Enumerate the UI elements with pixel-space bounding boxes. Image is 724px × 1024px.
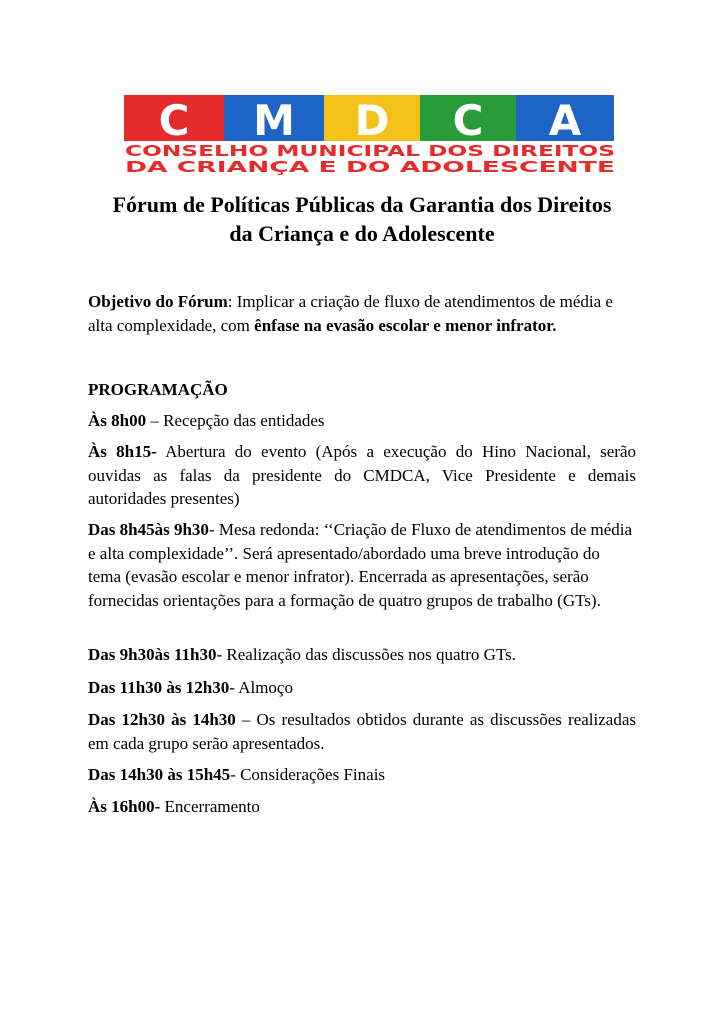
schedule-item (88, 763, 636, 787)
logo-letter-c2: C (452, 96, 484, 145)
schedule-time: Das 8h45às 9h30 (88, 520, 209, 539)
logo-line-1: CONSELHO MUNICIPAL DOS DIREITOS (125, 142, 615, 160)
schedule-text: - Mesa redonda: ‘‘Criação de Fluxo de atendimentos de média e alta complexidade’’. Será apresentado/abordado uma breve introdução do tema (evasão escolar e menor infrator). Encerrada as apresentações, serão fornecidas orientações para a formação de quatro grupos de trabalho (GTs). (88, 520, 633, 610)
page-title-line-2: da Criança e do Adolescente (229, 221, 495, 246)
schedule-item (88, 795, 636, 819)
schedule-time: Às 8h15- (88, 442, 157, 461)
schedule-text: - Almoço (229, 678, 293, 697)
schedule-text: – Os resultados obtidos durante as discussões realizadas em cada grupo serão apresentados. (88, 710, 636, 753)
schedule-item (88, 676, 636, 700)
logo-letter-a: A (548, 96, 582, 145)
schedule-item (88, 409, 636, 433)
objective-text: : Implicar a criação de fluxo de atendimentos de média e alta complexidade, com (88, 292, 613, 335)
schedule-time: Das 14h30 às 15h45 (88, 765, 231, 784)
schedule-text: - Realização das discussões nos quatro GTs. (216, 645, 517, 664)
schedule-time: Das 11h30 às 12h30 (88, 678, 230, 697)
objective-emphasis: ênfase na evasão escolar e menor infrator. (254, 315, 557, 335)
logo-letter-m: M (253, 96, 295, 145)
objective-label: Objetivo do Fórum (88, 292, 228, 311)
logo-letter-d: D (354, 96, 390, 145)
schedule-item (88, 440, 636, 511)
schedule-text: Encerramento (160, 797, 260, 816)
forum-objective (88, 290, 636, 337)
schedule-item (88, 708, 636, 755)
schedule-text: Abertura do evento (Após a execução do Hino Nacional, serão ouvidas as falas da presidente do CMDCA, Vice Presidente e demais autoridades presentes) (88, 442, 637, 508)
cmdca-logo-graphic (120, 93, 620, 175)
schedule-time: Das 9h30às 11h30 (88, 645, 217, 664)
schedule-time: Das 12h30 às 14h30 (88, 710, 236, 729)
schedule-time: Às 8h00 (88, 411, 147, 430)
schedule-item (88, 643, 636, 667)
schedule-time: Às 16h00- (88, 797, 161, 816)
logo-line-2: DA CRIANÇA E DO ADOLESCENTE (125, 158, 615, 175)
page-title (60, 190, 664, 248)
programacao-heading: PROGRAMAÇÃO (88, 380, 228, 399)
schedule-text: - Considerações Finais (230, 765, 386, 784)
cmdca-logo (120, 93, 620, 175)
schedule-item (88, 518, 636, 612)
page-title-line-1: Fórum de Políticas Públicas da Garantia dos Direitos (112, 192, 612, 217)
schedule-text: – Recepção das entidades (146, 411, 325, 430)
logo-letter-c1: C (158, 96, 190, 145)
